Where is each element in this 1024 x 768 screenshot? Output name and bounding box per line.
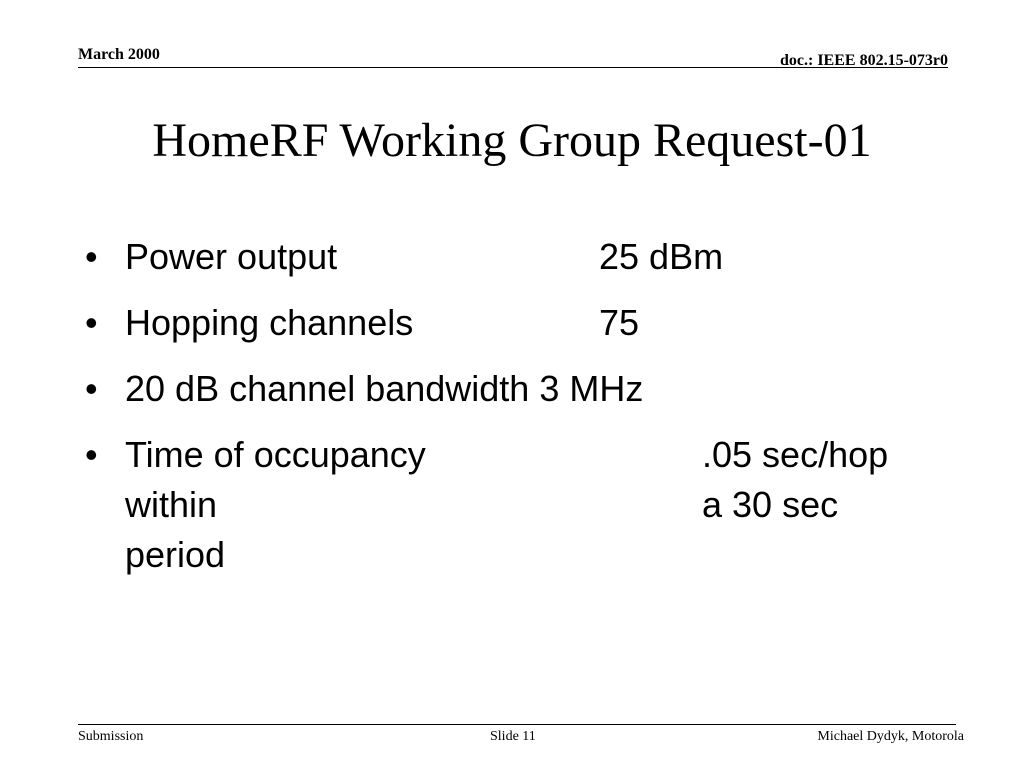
bullet-label: Hopping channels bbox=[125, 302, 414, 343]
bullet-item-channel-bandwidth bbox=[85, 364, 965, 414]
bullet-item-hopping-channels bbox=[85, 298, 965, 348]
bullet-value-line: .05 sec/hop bbox=[702, 434, 889, 475]
bullet-marker: • bbox=[85, 236, 98, 277]
bullet-list bbox=[85, 232, 965, 596]
bullet-label-line: Time of occupancy bbox=[125, 434, 426, 475]
bullet-value: 75 bbox=[599, 302, 640, 343]
footer-submission: Submission bbox=[78, 729, 144, 744]
bullet-item-time-of-occupancy bbox=[85, 430, 965, 580]
header-divider bbox=[78, 67, 948, 68]
bullet-label bbox=[125, 430, 702, 580]
bullet-item-power-output bbox=[85, 232, 965, 282]
bullet-marker: • bbox=[85, 302, 98, 343]
bullet-value: 25 dBm bbox=[599, 236, 724, 277]
bullet-value-line: a 30 sec bbox=[702, 484, 839, 525]
bullet-text: 20 dB channel bandwidth 3 MHz bbox=[125, 368, 644, 409]
slide-title: HomeRF Working Group Request-01 bbox=[152, 114, 872, 167]
header-doc-id: doc.: IEEE 802.15-073r0 bbox=[780, 52, 948, 69]
bullet-marker: • bbox=[85, 434, 98, 475]
bullet-label-line: period bbox=[125, 534, 226, 575]
bullet-label: Power output bbox=[125, 236, 338, 277]
footer-slide-number: Slide 11 bbox=[490, 729, 536, 744]
header-date: March 2000 bbox=[78, 46, 160, 63]
footer-divider bbox=[78, 724, 956, 725]
bullet-label-line: within bbox=[125, 484, 218, 525]
bullet-value bbox=[702, 430, 965, 580]
bullet-marker: • bbox=[85, 368, 98, 409]
footer-author: Michael Dydyk, Motorola bbox=[817, 729, 964, 744]
